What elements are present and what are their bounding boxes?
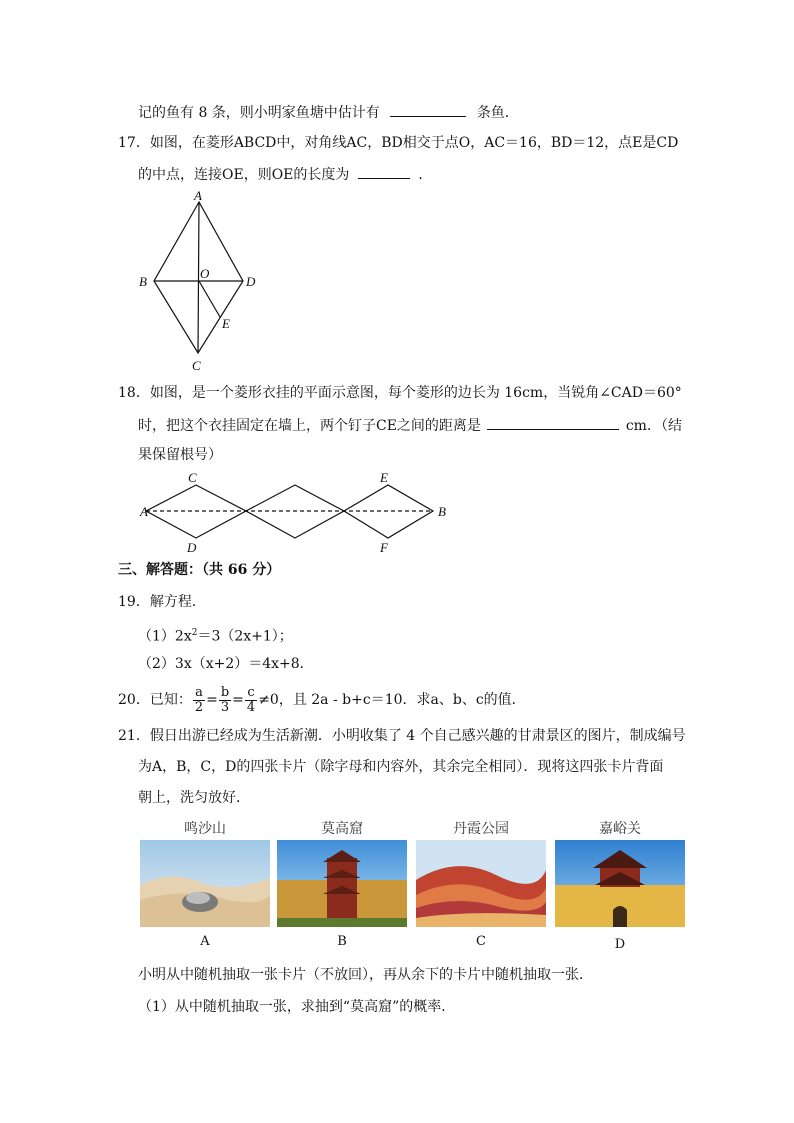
label-B: B <box>438 504 446 519</box>
q21-line4: 小明从中随机抽取一张卡片（不放回），再从余下的卡片中随机抽取一张． <box>138 967 593 983</box>
section-3-title: 三、解答题：（共 66 分） <box>118 562 281 578</box>
q20-suffix: ≠0，且 2a - b+c＝10．求a、b、c的值． <box>258 692 526 708</box>
label-B: B <box>139 274 147 289</box>
label-D: D <box>246 274 256 289</box>
label-A: A <box>140 504 148 519</box>
card-a-letter: A <box>200 934 210 949</box>
q18-line2-b: cm．（结 <box>625 418 682 434</box>
label-E: E <box>380 470 388 485</box>
q19-item2: （2）3x（x+2）＝4x+8． <box>138 656 314 672</box>
q17-answer-blank[interactable] <box>358 164 410 179</box>
q19-item1-a: （1）2x <box>138 628 192 645</box>
q20-eq2: = <box>232 692 244 708</box>
label-F: F <box>380 540 388 555</box>
q18-line2 <box>138 415 682 436</box>
q17-line2 <box>138 164 432 185</box>
card-d-title: 嘉峪关 <box>599 821 641 837</box>
q21-line2: 为A，B，C，D的四张卡片（除字母和内容外，其余完全相同）．现将这四张卡片背面 <box>138 759 664 775</box>
q16-tail-text: 记的鱼有 8 条，则小明家鱼塘中估计有 <box>138 105 380 121</box>
q18-hanger-figure <box>130 466 460 558</box>
q16-tail-line <box>138 102 519 123</box>
card-b-letter: B <box>337 934 347 949</box>
fraction-c-4: $\frac{c}{4}$ <box>246 684 256 715</box>
q17-line2-end: ． <box>418 167 433 183</box>
q21-line3: 朝上，洗匀放好． <box>138 790 250 806</box>
segment-oe <box>199 281 220 317</box>
label-C: C <box>188 470 197 485</box>
q19-item1-sup: 2 <box>191 628 198 638</box>
mogao-grottoes-photo <box>277 840 407 927</box>
label-C: C <box>192 358 201 373</box>
q20-eq1: = <box>206 692 218 708</box>
mingsha-mountain-photo <box>140 840 270 927</box>
q17-line1: 17．如图，在菱形ABCD中，对角线AC，BD相交于点O，AC＝16，BD＝12，点E是CD <box>118 135 679 151</box>
q17-rhombus-figure <box>130 188 270 378</box>
fraction-a-2: $\frac{a}{2}$ <box>194 684 204 715</box>
q20-line <box>118 683 526 717</box>
q18-line3: 果保留根号） <box>138 447 222 463</box>
diagonal-ac <box>198 202 199 353</box>
label-D: D <box>187 540 197 555</box>
q18-line1: 18．如图，是一个菱形衣挂的平面示意图，每个菱形的边长为 16cm，当锐角∠CAD＝60° <box>118 385 682 401</box>
card-c-title: 丹霞公园 <box>453 821 509 837</box>
label-A: A <box>194 188 202 203</box>
q19-item1-b: ＝3（2x+1）； <box>197 628 293 645</box>
label-O: O <box>200 266 210 281</box>
q19-item1 <box>138 623 293 647</box>
label-E: E <box>222 316 230 331</box>
card-d-letter: D <box>614 937 626 952</box>
q21-line5: （1）从中随机抽取一张，求抽到“莫高窟”的概率． <box>138 999 456 1015</box>
q19-title: 19．解方程． <box>118 594 206 610</box>
fraction-b-3: $\frac{b}{3}$ <box>220 684 230 715</box>
q16-tail-after: 条鱼． <box>476 105 519 121</box>
card-a-title: 鸣沙山 <box>184 821 226 837</box>
danxia-park-photo <box>416 840 546 927</box>
q18-answer-blank[interactable] <box>487 415 619 430</box>
q17-line2-text: 的中点，连接OE，则OE的长度为 <box>138 167 350 183</box>
q20-prefix: 20．已知： <box>118 692 192 708</box>
jiayuguan-pass-photo <box>555 840 685 927</box>
card-c-letter: C <box>476 934 486 949</box>
card-b-title: 莫高窟 <box>321 821 363 837</box>
q16-answer-blank[interactable] <box>390 102 466 117</box>
q21-line1: 21．假日出游已经成为生活新潮．小明收集了 4 个自己感兴趣的甘肃景区的图片，制成编号 <box>118 728 686 744</box>
q18-line2-a: 时，把这个衣挂固定在墙上，两个钉子CE之间的距离是 <box>138 418 481 434</box>
